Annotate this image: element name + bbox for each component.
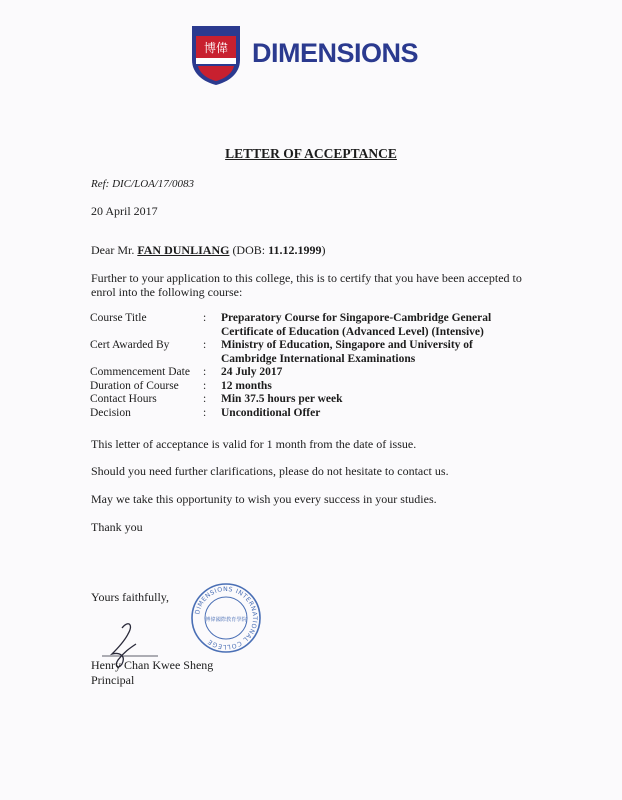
- stamp-center-text: 博偉國際教育學院: [205, 617, 247, 623]
- table-row: [90, 393, 491, 407]
- logo-chinese: 博偉: [203, 41, 229, 55]
- row-label: Decision: [90, 406, 131, 419]
- dob-value: 11.12.1999: [268, 243, 322, 257]
- row-colon: :: [203, 312, 207, 324]
- thanks-line: Thank you: [91, 520, 143, 534]
- letter-title: LETTER OF ACCEPTANCE: [225, 146, 397, 161]
- closing-line: Yours faithfully,: [91, 590, 170, 604]
- row-colon: :: [203, 366, 207, 378]
- table-row: [90, 407, 491, 421]
- letter-date: 20 April 2017: [91, 204, 158, 218]
- table-row: [90, 366, 491, 380]
- course-title-line-2: Certificate of Education (Advanced Level) (Intensive): [221, 325, 484, 338]
- course-details-table: [90, 312, 491, 420]
- table-row: [90, 339, 491, 366]
- recipient-name: FAN DUNLIANG: [137, 243, 230, 257]
- row-label: Cert Awarded By: [90, 339, 170, 351]
- row-value: Min 37.5 hours per week: [221, 393, 343, 405]
- wishes-paragraph: May we take this opportunity to wish you every success in your studies.: [91, 492, 437, 506]
- dob-suffix: ): [321, 243, 326, 257]
- table-row: [90, 380, 491, 394]
- row-value: Unconditional Offer: [221, 406, 321, 419]
- row-label: Commencement Date: [90, 366, 190, 378]
- clarifications-paragraph: Should you need further clarifications, please do not hesitate to contact us.: [91, 464, 449, 478]
- table-row: [90, 312, 491, 339]
- signatory-name: Henry Chan Kwee Sheng: [91, 658, 214, 672]
- salutation-prefix: Dear Mr.: [91, 243, 138, 257]
- row-value: [221, 339, 491, 366]
- row-colon: :: [203, 406, 207, 419]
- stamp-ring-text: DIMENSIONS INTERNATIONAL COLLEGE: [194, 585, 259, 651]
- course-title-line-1: Preparatory Course for Singapore-Cambridge General: [221, 312, 492, 324]
- shield-logo-icon: [190, 24, 242, 86]
- row-label: Duration of Course: [90, 379, 179, 392]
- row-value: 12 months: [221, 379, 272, 392]
- cert-awarded-line-2: Cambridge International Examinations: [221, 352, 416, 365]
- row-colon: :: [203, 339, 207, 351]
- row-label: Contact Hours: [90, 393, 157, 405]
- brand-name: DIMENSIONS: [252, 38, 419, 68]
- intro-line-2: enrol into the following course:: [91, 285, 243, 299]
- intro-line-1: Further to your application to this college, this is to certify that you have been accepted to: [91, 271, 522, 285]
- reference-number: Ref: DIC/LOA/17/0083: [91, 178, 194, 190]
- college-stamp-icon: [190, 582, 262, 654]
- dob-prefix: (DOB:: [229, 243, 269, 257]
- salutation: [91, 243, 325, 257]
- row-value: [221, 312, 491, 339]
- row-label: Course Title: [90, 312, 147, 324]
- row-colon: :: [203, 379, 207, 392]
- validity-paragraph: This letter of acceptance is valid for 1 month from the date of issue.: [91, 437, 417, 451]
- cert-awarded-line-1: Ministry of Education, Singapore and University of: [221, 339, 473, 351]
- row-colon: :: [203, 393, 207, 405]
- signatory-title: Principal: [91, 673, 135, 687]
- row-value: 24 July 2017: [221, 366, 283, 378]
